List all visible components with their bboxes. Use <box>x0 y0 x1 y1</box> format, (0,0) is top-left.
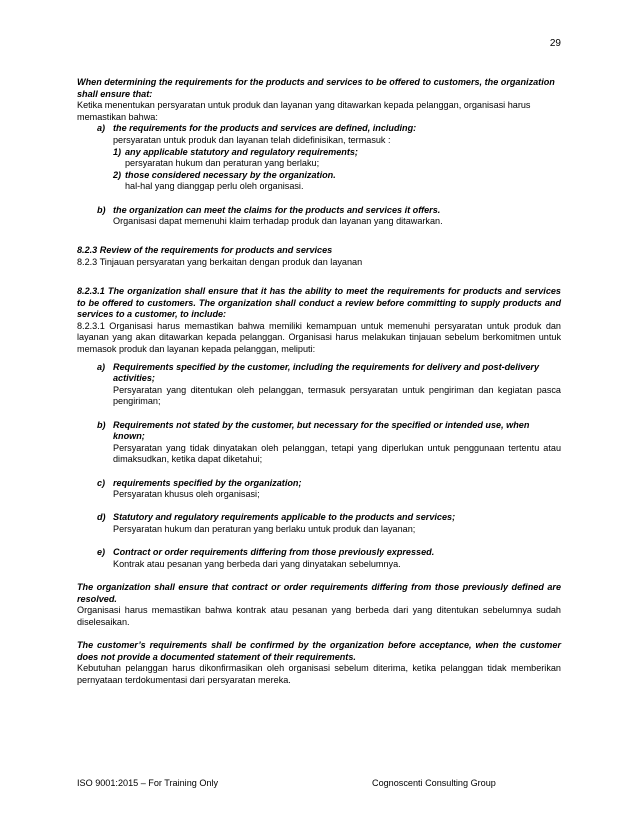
item-a-label: a) <box>97 123 106 134</box>
review-item-a-indonesian: Persyaratan yang ditentukan oleh pelanggan, termasuk persyaratan untuk pengiriman dan kegiatan pasca pengiriman; <box>113 384 561 407</box>
confirmed-paragraph-english: The customer’s requirements shall be confirmed by the organization before acceptance, when the customer does not provide a documented statement of their requirements. <box>77 639 561 662</box>
review-item-a-english: Requirements specified by the customer, including the requirements for delivery and post-delivery activities; <box>113 361 539 384</box>
item-b <box>77 205 561 228</box>
review-item-e-indonesian: Kontrak atau pesanan yang berbeda dari yang dinyatakan sebelumnya. <box>113 558 401 569</box>
item-a <box>77 123 561 193</box>
review-item-b-label: b) <box>97 419 106 430</box>
page-content <box>77 77 561 686</box>
section-8231-indonesian: 8.2.3.1 Organisasi harus memastikan bahwa memiliki kemampuan untuk memenuhi persyaratan untuk produk dan layanan yang akan ditawarkan kepada pelanggan. Organisasi harus melakukan tinjauan sebelum berkomitmen untuk memasok produk dan layanan kepada pelanggan, meliputi: <box>77 320 561 355</box>
resolved-paragraph-english: The organization shall ensure that contract or order requirements differing from those previously defined are resolved. <box>77 581 561 604</box>
item-b-english: the organization can meet the claims for the products and services it offers. <box>113 204 441 215</box>
subitem-1-english: any applicable statutory and regulatory requirements; <box>125 146 358 157</box>
item-a-indonesian: persyaratan untuk produk dan layanan telah didefinisikan, termasuk : <box>113 134 391 145</box>
review-item-d-indonesian: Persyaratan hukum dan peraturan yang berlaku untuk produk dan layanan; <box>113 523 416 534</box>
review-item-b-indonesian: Persyaratan yang tidak dinyatakan oleh pelanggan, tetapi yang diperlukan untuk penggunaan tertentu atau dimaksudkan, ketika dapat diketahui; <box>113 442 561 465</box>
intro-indonesian: Ketika menentukan persyaratan untuk produk dan layanan yang ditawarkan kepada pelanggan, organisasi harus memastikan bahwa: <box>77 100 531 122</box>
footer-right-text: Cognoscenti Consulting Group <box>372 778 496 788</box>
subitem-1-label: 1) <box>113 146 122 157</box>
review-item-e-english: Contract or order requirements differing from those previously expressed. <box>113 547 435 558</box>
item-a-english: the requirements for the products and services are defined, including: <box>113 123 417 134</box>
review-item-d-label: d) <box>97 512 106 523</box>
intro-english: When determining the requirements for the products and services to be offered to customers, the organization shall ensure that: <box>77 77 555 99</box>
review-item-c-label: c) <box>97 477 106 488</box>
subitem-2-english: those considered necessary by the organization. <box>125 169 336 180</box>
review-item-a-label: a) <box>97 361 106 372</box>
review-item-d-english: Statutory and regulatory requirements applicable to the products and services; <box>113 512 456 523</box>
review-item-c-indonesian: Persyaratan khusus oleh organisasi; <box>113 489 260 500</box>
footer-left-text: ISO 9001:2015 – For Training Only <box>77 778 219 788</box>
subitem-2-indonesian: hal-hal yang dianggap perlu oleh organisasi. <box>125 181 304 192</box>
resolved-paragraph-indonesian: Organisasi harus memastikan bahwa kontrak atau pesanan yang berbeda dari yang ditentukan sebelumnya sudah diselesaikan. <box>77 605 561 627</box>
section-8231-english: 8.2.3.1 The organization shall ensure that it has the ability to meet the requirements for products and services to be offered to customers. The organization shall conduct a review before committing to supply products and services to a customer, to include: <box>77 286 561 320</box>
item-b-indonesian: Organisasi dapat memenuhi klaim terhadap produk dan layanan yang ditawarkan. <box>113 216 443 227</box>
section-823-heading: 8.2.3 Review of the requirements for products and services <box>77 245 333 256</box>
confirmed-paragraph-indonesian: Kebutuhan pelanggan harus dikonfirmasikan oleh organisasi sebelum diterima, ketika pelanggan tidak memberikan pernyataan terdokumentasi dari persyaratan mereka. <box>77 663 561 685</box>
subitem-2-label: 2) <box>113 169 122 180</box>
review-item-e <box>77 547 561 570</box>
review-item-d <box>77 512 561 535</box>
review-item-e-label: e) <box>97 547 106 558</box>
review-item-c <box>77 478 561 501</box>
item-b-label: b) <box>97 204 106 215</box>
review-item-a <box>77 362 561 408</box>
review-item-b-english: Requirements not stated by the customer, but necessary for the specified or intended use, when known; <box>113 419 530 442</box>
review-item-c-english: requirements specified by the organization; <box>113 477 302 488</box>
section-823-heading-indonesian: 8.2.3 Tinjauan persyaratan yang berkaitan dengan produk dan layanan <box>77 256 363 267</box>
review-item-b <box>77 420 561 466</box>
subitem-1-indonesian: persyaratan hukum dan peraturan yang berlaku; <box>125 158 320 169</box>
page-number: 29 <box>549 38 561 49</box>
